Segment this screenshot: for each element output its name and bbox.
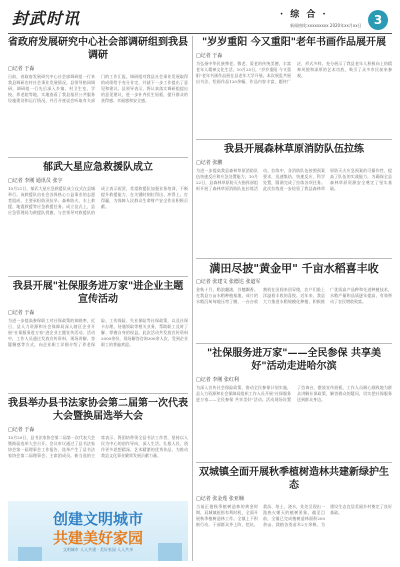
- left-column: [8, 36, 188, 561]
- article-byline: □记者 于淼: [8, 66, 35, 72]
- article-social-security-enterprise[interactable]: [8, 280, 188, 390]
- article-body: 10月21日，郁武大星应急救援队成立仪式在县城举行。该救援队由社会各界热心公益事业的志愿者组成，主要承担防汛抗旱、森林防火、水上救援、地震救援等应急救援任务。成立仪式上，县应急管理局为救援队授旗，与会领导对救援队的成立表示祝贺，希望救援队加强业务培训，不断提升救援能力，在关键时刻拉得出、冲得上、打得赢，为保障人民群众生命财产安全作出积极贡献。: [8, 186, 188, 215]
- article-headline: "岁岁重阳 今又重阳"老年书画作品展开展: [202, 37, 386, 48]
- banner-title: 创建文明城市: [52, 510, 143, 528]
- article-byline: □记者 于淼: [196, 53, 223, 59]
- article-separator: [196, 462, 392, 463]
- banner-tagline: 文明城市 人人共建 · 美好家园 人人共享: [62, 547, 134, 552]
- article-research-visit[interactable]: [8, 36, 188, 154]
- article-byline: □记者 张金莲 张亚楠: [196, 496, 244, 502]
- article-byline: □记者 于淼: [8, 310, 35, 316]
- article-byline: □记者 张建文 张德达 张道军: [196, 279, 261, 285]
- article-rice-harvest[interactable]: [196, 262, 392, 340]
- article-body: 为深入宣传社会保险政策，推动全民参保计划实施，县人力资源和社会保障局组织工作人员开展"社保服务进万家——全民参保 共享美好"活动。活动现场设置了咨询台，摆放宣传展板，工作人员耐心细致地为群众讲解社保政策，解答群众的疑问，切实把社保服务送到群众身边。: [196, 385, 392, 402]
- article-social-security-harbin[interactable]: [196, 347, 392, 459]
- article-byline: □记者 李刚 通讯员 张宇: [8, 178, 63, 184]
- article-headline: 双城镇全面开展秋季植树造林共建新绿护生态: [199, 467, 389, 491]
- article-separator: [8, 157, 188, 158]
- article-body: 日前，省政府发展研究中心社会部调研组一行来我县调研农村社会事业发展情况。县领导陪同调研。调研组一行先后深入乡镇、村卫生室、学校、养老院等地，实地查看了我县基层公共服务设施建设和运行情况，并召开座谈会听取有关部门的工作汇报。调研组对我县社会事业发展取得的成绩给予充分肯定，并就下一步工作提出了意见和建议。县领导表示，将认真落实调研组提出的意见建议，进一步补齐民生短板，提升群众的获得感、幸福感和安全感。: [8, 74, 188, 103]
- article-headline: 我县开展森林草原消防队伍拉练: [224, 144, 364, 155]
- masthead-subline: 新闻热线:xxxxxxxxx 2020年xx月xx日: [290, 23, 362, 28]
- column-divider: [192, 36, 193, 561]
- article-headline: 郁武大星应急救援队成立: [43, 162, 153, 173]
- article-body: 10月20日，县书法家协会第二届第一次代表大会暨换届选举大会召开。会议审议通过了县书法家协会第一届理事会工作报告，选举产生了县书法家协会第二届理事会、主席团成员。新当选的主席表示，将团结带领全县书法工作者，坚持以人民为中心的创作导向，深入生活、扎根人民，创作更多思想精深、艺术精湛的优秀作品，为推动我县文化事业繁荣发展贡献力量。: [8, 435, 188, 458]
- article-forest-fire-drill[interactable]: [196, 143, 392, 255]
- article-headline: 满田尽披"黄金甲" 千亩水稻喜丰收: [209, 262, 379, 275]
- article-separator: [8, 276, 188, 277]
- article-rescue-team[interactable]: [8, 161, 188, 273]
- article-separator: [196, 139, 392, 140]
- article-calligraphy-association[interactable]: [8, 397, 188, 497]
- article-body: 当前正值秋季植树造林的黄金时期，双城镇抢抓有利时机，全面开展秋季植树造林工作。全镇上下积极行动，干部群众齐上阵，挖坑、栽苗、培土、浇水，处处呈现出一派热火朝天的植树景象。截至目前，全镇已完成植树造林面积200余亩，栽植各类苗木2万余株，为建设生态宜居美丽乡村奠定了良好基础。: [196, 504, 392, 527]
- article-separator: [196, 343, 392, 344]
- article-headline: 我县开展"社保服务进万家"进企业主题宣传活动: [12, 281, 184, 305]
- article-separator: [8, 393, 188, 394]
- newspaper-brand: 封武时讯: [12, 9, 81, 28]
- article-byline: □记者 于淼: [8, 427, 35, 433]
- article-body: 为弘扬中华民族尊老、敬老、爱老的传统美德，丰富老年人精神文化生活，10月25日，"岁岁重阳 今又重阳"老年书画作品展在县老年大学开展。本次展览共展出书法、绘画作品120余幅，作品内容丰富，题材广泛，形式多样，充分展示了我县老年人积极向上的精神风貌和深厚的艺术功底，吸引了众多市民前来参观。: [196, 61, 392, 84]
- article-headline: 省政府发展研究中心社会部调研组到我县调研: [8, 37, 188, 61]
- civilization-banner-ad: [8, 501, 188, 561]
- article-body: 金秋十月，稻浪翻滚，谷穗飘香。在我县万亩水稻种植基地，成片的水稻沉甸甸地压弯了腰，一台台收割机在田间来回穿梭，农户们脸上洋溢着丰收的喜悦。近年来，我县大力推进水稻规模化种植，积极推广优质高产品种和先进种植技术，水稻产量和品质逐年提高，有效带动了农民增收致富。: [196, 287, 392, 304]
- article-body: 为进一步提高我县森林草原消防队伍快速反应和应急处置能力，10月22日，县森林草原防灭火指挥部组织开展了森林草原消防队伍拉练活动。拉练中，各消防队伍按照预案要求，迅速集结、快速反应，科学处置，圆满完成了拉练各项任务。此次拉练进一步检验了我县森林草原防灭火应急预案的可操作性，提高了队伍的实战能力，为确保全县森林草原资源安全奠定了坚实基础。: [196, 168, 392, 191]
- banner-subtitle: 共建美好家园: [52, 529, 143, 547]
- article-headline: 我县举办县书法家协会第二届第一次代表大会暨换届选举大会: [8, 398, 188, 422]
- masthead: [8, 4, 392, 34]
- article-senior-art-exhibition[interactable]: [196, 36, 392, 136]
- page-number-badge: 3: [368, 10, 388, 30]
- article-headline: "社保服务进万家"——全民参保 共享美好"活动走进哈尔滨: [207, 348, 381, 372]
- article-byline: □记者 李刚 张红利: [196, 377, 239, 383]
- section-tag: · 综 合 ·: [280, 10, 328, 20]
- article-byline: □记者 张鹏: [196, 160, 223, 166]
- article-body: 为进一步提高参保职工对社保政策的知晓率，近日，县人力资源和社会保障局深入辖区企业开展"社保服务进万家"进企业主题宣传活动。活动中，工作人员通过发放宣传资料、现场讲解、答疑解惑等方式，向企业职工详细介绍了养老保险、工伤保险、失业保险等社保政策，以及社保卡办理、待遇领取等相关业务，帮助职工及时了解、掌握自身的权益。此次活动共发放宣传资料2000余份，现场解答咨询300余人次，受到企业职工的普遍欢迎。: [8, 318, 188, 347]
- article-tree-planting[interactable]: [196, 466, 392, 561]
- article-separator: [196, 258, 392, 259]
- right-column: [196, 36, 392, 561]
